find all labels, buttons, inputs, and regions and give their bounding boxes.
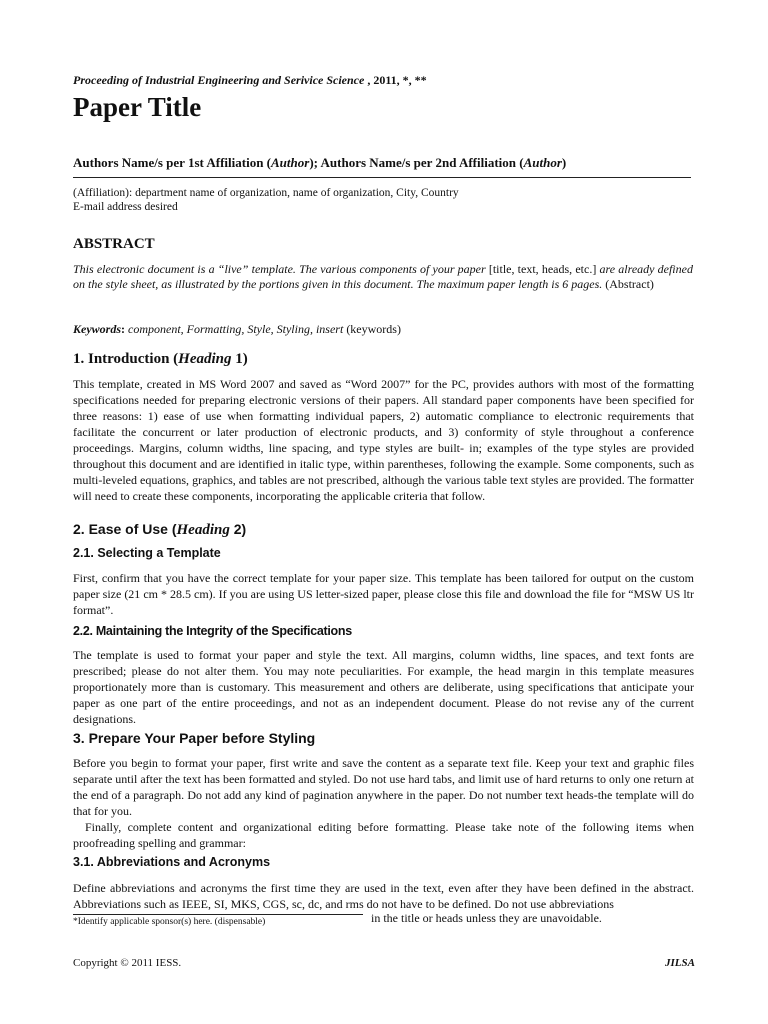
email-line: E-mail address desired (73, 201, 178, 213)
paper-title: Paper Title (73, 92, 202, 122)
section-3-1-heading: 3.1. Abbreviations and Acronyms (73, 855, 271, 869)
abstract-heading: ABSTRACT (73, 236, 155, 252)
running-head (73, 73, 427, 88)
affiliation-line: (Affiliation): department name of organization, name of organization, City, Country (73, 187, 459, 199)
authors-end: ) (561, 155, 567, 170)
keywords-colon: : (121, 322, 128, 336)
author-2: ); Authors Name/s per 2nd Affiliation ( (309, 155, 524, 170)
section-2-2-body: The template is used to format your paper and style the text. All margins, column widths, line spaces, and text fonts are prescribed; please do not alter them. You may note peculiarities. For example, the head margin in this template measures proportionately more than is customary. This measurement and others are deliberate, using specifications that anticipate your paper as one part of the entire proceedings, and not as an independent document. Please do not revise any of the current designations. (73, 648, 694, 726)
abstract-text (73, 262, 693, 292)
section-2-1-heading: 2.1. Selecting a Template (73, 546, 221, 560)
running-head-journal: Proceeding of Industrial Engineering and Serivice Science (73, 73, 365, 87)
abstract-bracket: [title, text, heads, etc.] (488, 262, 597, 276)
section-3-1-tail: in the title or heads unless they are unavoidable. (371, 911, 602, 925)
keywords-list: component, Formatting, Style, Styling, insert (128, 322, 347, 336)
abstract-tag: (Abstract) (605, 277, 654, 291)
section-1-heading-text: 1. Introduction ( (73, 351, 179, 367)
section-2-heading-num: 2) (229, 521, 247, 537)
copyright: Copyright © 2011 IESS. (73, 957, 182, 969)
section-1-heading-num: 1) (231, 351, 248, 367)
keywords-tag: (keywords) (346, 322, 401, 336)
running-head-tail: , 2011, *, ** (364, 73, 427, 87)
section-1-body: This template, created in MS Word 2007 and saved as “Word 2007” for the PC, provides authors with most of the formatting specifications needed for preparing electronic versions of their papers. All standard paper components have been specified for three reasons: 1) ease of use when formatting individual papers, 2) automatic compliance to electronic requirements that facilitate the concurrent or later production of electronic products, and 3) conformity of style throughout a conference proceedings. Margins, column widths, line spacing, and type styles are built- in; examples of the type styles are provided throughout this document and are identified in italic type, within parentheses, following the example. Some components, such as multi-leveled equations, graphics, and tables are not prescribed, although the various table text styles are provided. The formatter will need to create these components, incorporating the applicable criteria that follow. (73, 377, 694, 503)
author-1-role: Author (271, 155, 310, 170)
section-3-heading: 3. Prepare Your Paper before Styling (73, 730, 316, 746)
header-rule (73, 177, 691, 178)
section-3-body-2: Finally, complete content and organizational editing before formatting. Please take note of the following items when proofreading spelling and grammar: (73, 820, 694, 850)
footnote: *Identify applicable sponsor(s) here. (dispensable) (73, 917, 266, 927)
keywords-line (73, 322, 401, 337)
section-2-heading (73, 521, 246, 539)
footnote-rule (73, 914, 363, 915)
section-2-2-heading: 2.2. Maintaining the Integrity of the Specifications (73, 624, 352, 638)
affiliation-block (73, 186, 459, 214)
section-2-1-body: First, confirm that you have the correct template for your paper size. This template has been tailored for output on the custom paper size (21 cm * 28.5 cm). If you are using US letter-sized paper, please close this file and download the file for “MSW US ltr format”. (73, 571, 694, 617)
section-2-heading-italic: Heading (176, 522, 230, 538)
abstract-part-2: are already defined on the style sheet, as illustrated by the portions given in this document. The maximum paper length is 6 pages. (73, 262, 693, 291)
section-3-1-body: Define abbreviations and acronyms the first time they are used in the text, even after they have been defined in the abstract. Abbreviations such as IEEE, SI, MKS, CGS, sc, dc, and rms do not have to be defined. Do not use abbreviations (73, 881, 694, 911)
journal-abbrev: JILSA (665, 957, 695, 969)
section-1-heading (73, 351, 248, 368)
authors-line (73, 155, 566, 171)
keywords-label: Keywords (73, 322, 121, 336)
section-3-body-1: Before you begin to format your paper, first write and save the content as a separate text file. Keep your text and graphic files separate until after the text has been formatted and styled. Do not use hard tabs, and limit use of hard returns to only one return at the end of a paragraph. Do not add any kind of pagination anywhere in the paper. Do not number text heads-the template will do that for you. (73, 756, 694, 818)
author-2-role: Author (523, 155, 562, 170)
section-1-heading-italic: Heading (178, 351, 232, 367)
abstract-part-1: This electronic document is a “live” template. The various components of your paper (73, 262, 489, 276)
author-1: Authors Name/s per 1st Affiliation ( (73, 155, 272, 170)
section-2-heading-text: 2. Ease of Use ( (73, 521, 177, 537)
